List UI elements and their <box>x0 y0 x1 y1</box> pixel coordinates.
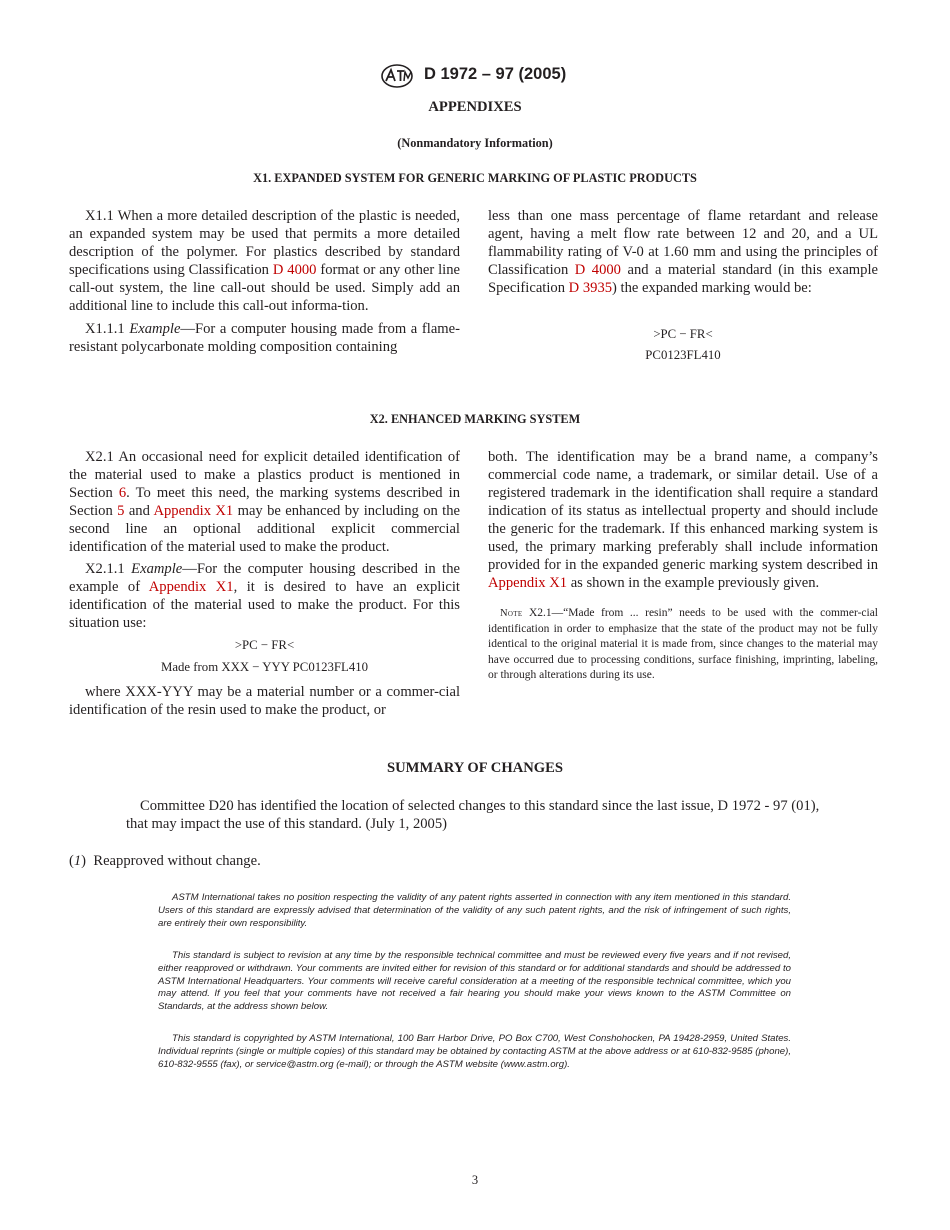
item-number: 1 <box>73 853 82 869</box>
x1-1-text-end: format or any other line call-out system, the line call-out should be used. Simply add an additional line to include this call-out informa-tion. <box>69 262 460 314</box>
x2-1-1-text: —For the computer housing described in the example of <box>69 561 460 595</box>
x2-1-1-number: X2.1.1 <box>85 561 132 577</box>
copyright-notice-text: This standard is copyrighted by ASTM International, 100 Barr Harbor Drive, PO Box C700, West Conshohocken, PA 19428-2959, United States. Individual reprints (single or multiple copies) of this standard may be obtained by contacting ASTM at the above address or at 610-832-9585 (phone), 610-832-9555 (fax), or service@astm.org (e-mail); or through the ASTM website (www.astm.org). <box>158 1033 791 1070</box>
x1-marking-line-1: >PC − FR< <box>653 327 713 341</box>
document-designation: D 1972 – 97 (2005) <box>424 65 567 83</box>
x1-marking-line-2: PC0123FL410 <box>645 348 721 362</box>
summary-body: Committee D20 has identified the location of selected changes to this standard since the last issue, D 1972 - 97 (01), that may impact the use of this standard. (July 1, 2005) <box>126 798 820 832</box>
link-appendix-x1[interactable]: Appendix X1 <box>153 503 234 519</box>
summary-text-block <box>126 797 826 833</box>
x2-cont-text-end: as shown in the example previously given. <box>567 575 820 591</box>
x1-1-1-number: X1.1.1 <box>85 321 130 337</box>
x1-1-text: X1.1 When a more detailed description of the plastic is needed, an expanded system may be used that permits a more detailed description of the polymer. For plastics described by standard specifications using Classification <box>69 208 460 278</box>
example-label: Example <box>131 561 183 577</box>
link-section-5[interactable]: 5 <box>117 503 125 519</box>
paragraph-x1-1-1 <box>69 320 460 356</box>
x2-1-text-c: and <box>124 503 154 519</box>
note-label: Note <box>500 608 523 619</box>
x2-left-column <box>69 448 460 632</box>
patent-notice <box>158 892 791 930</box>
paragraph-x1-1 <box>69 207 460 315</box>
paragraph-where <box>69 683 460 719</box>
note-x2-1 <box>488 606 878 684</box>
paragraph-x2-continued <box>488 448 878 592</box>
where-text: where XXX-YYY may be a material number or a commer-cial identification of the resin used to make the product, or <box>69 684 460 718</box>
x2-marking-line-1: >PC − FR< <box>234 638 295 652</box>
nonmandatory-subheading: (Nonmandatory Information) <box>397 136 553 150</box>
x1-cont-text-end: ) the expanded marking would be: <box>612 280 812 296</box>
link-d4000[interactable]: D 4000 <box>272 262 317 278</box>
summary-item-1: (1) Reapproved without change. <box>69 853 261 869</box>
x2-heading: X2. ENHANCED MARKING SYSTEM <box>369 412 581 426</box>
x2-marking-line-2: Made from XXX − YYY PC0123FL410 <box>160 660 369 674</box>
x2-1-1-text-b: , it is desired to have an explicit identification of the material used to make the product. For this situation use: <box>69 579 460 631</box>
x2-right-column <box>488 448 878 684</box>
x1-1-1-text: —For a computer housing made from a flame-resistant polycarbonate molding composition containing <box>69 321 460 355</box>
summary-text <box>126 797 826 833</box>
x2-1-text-d: may be enhanced by including on the second line an optional additional explicit commercial identification of the material used to make the product. <box>69 503 460 555</box>
revision-notice <box>158 950 791 1014</box>
summary-heading: SUMMARY OF CHANGES <box>387 760 563 776</box>
page-number: 3 <box>471 1173 479 1187</box>
paragraph-x1-continued <box>488 207 878 297</box>
item-text: Reapproved without change. <box>93 853 261 869</box>
astm-logo-icon <box>380 64 414 88</box>
x1-cont-text: less than one mass percentage of flame retardant and release agent, having a melt flow rate between 12 and 20, and a UL flammability rating of V-0 at 1.60 mm and using the principles of Classification <box>488 208 878 278</box>
link-section-6[interactable]: 6 <box>118 485 127 501</box>
x1-heading: X1. EXPANDED SYSTEM FOR GENERIC MARKING OF PLASTIC PRODUCTS <box>253 171 697 185</box>
note-text: X2.1—“Made from ... resin” needs to be used with the commer-cial identification in order to emphasize that the state of the product may not be fully identical to the original material it is made from, since changes to the material may have occurred due to processing conditions, surface finishing, imprinting, labeling, or through alterations during its use. <box>488 607 878 682</box>
link-appendix-x1-3[interactable]: Appendix X1 <box>488 575 568 591</box>
link-d3935[interactable]: D 3935 <box>568 280 613 296</box>
x1-cont-text-mid: and a material standard (in this example Specification <box>488 262 878 296</box>
copyright-notice <box>158 1033 791 1071</box>
x1-right-column <box>488 207 878 297</box>
x2-left-column-end <box>69 683 460 719</box>
x1-left-column <box>69 207 460 356</box>
link-appendix-x1-2[interactable]: Appendix X1 <box>148 579 234 595</box>
x2-1-text-b: . To meet this need, the marking systems described in Section <box>69 485 460 519</box>
appendixes-heading: APPENDIXES <box>428 99 522 115</box>
page-header <box>380 64 580 88</box>
x2-1-text: X2.1 An occasional need for explicit detailed identification of the material used to make a plastics product is mentioned in Section <box>69 449 460 501</box>
paragraph-x2-1 <box>69 448 460 556</box>
example-label: Example <box>129 321 181 337</box>
revision-notice-text: This standard is subject to revision at any time by the responsible technical committee and must be reviewed every five years and if not revised, either reapproved or withdrawn. Your comments are invited either for revision of this standard or for additional standards and should be addressed to ASTM International Headquarters. Your comments will receive careful consideration at a meeting of the responsible technical committee, which you may attend. If you feel that your comments have not received a fair hearing you should make your views known to the ASTM Committee on Standards, at the address shown below. <box>158 950 791 1013</box>
patent-notice-text: ASTM International takes no position respecting the validity of any patent rights asserted in connection with any item mentioned in this standard. Users of this standard are expressly advised that determination of the validity of any such patent rights, and the risk of infringement of such rights, are entirely their own responsibility. <box>158 892 791 929</box>
x2-cont-text: both. The identification may be a brand name, a company’s commercial code name, a trademark, or similar detail. Use of a registered trademark in the identification shall require a standard indication of its status as intellectual property and should include the generic for the trademark. If this enhanced marking system is used, the primary marking preferably shall include information provided for in the expanded generic marking system described in <box>488 449 878 573</box>
paragraph-x2-1-1 <box>69 560 460 632</box>
link-d4000-2[interactable]: D 4000 <box>574 262 621 278</box>
